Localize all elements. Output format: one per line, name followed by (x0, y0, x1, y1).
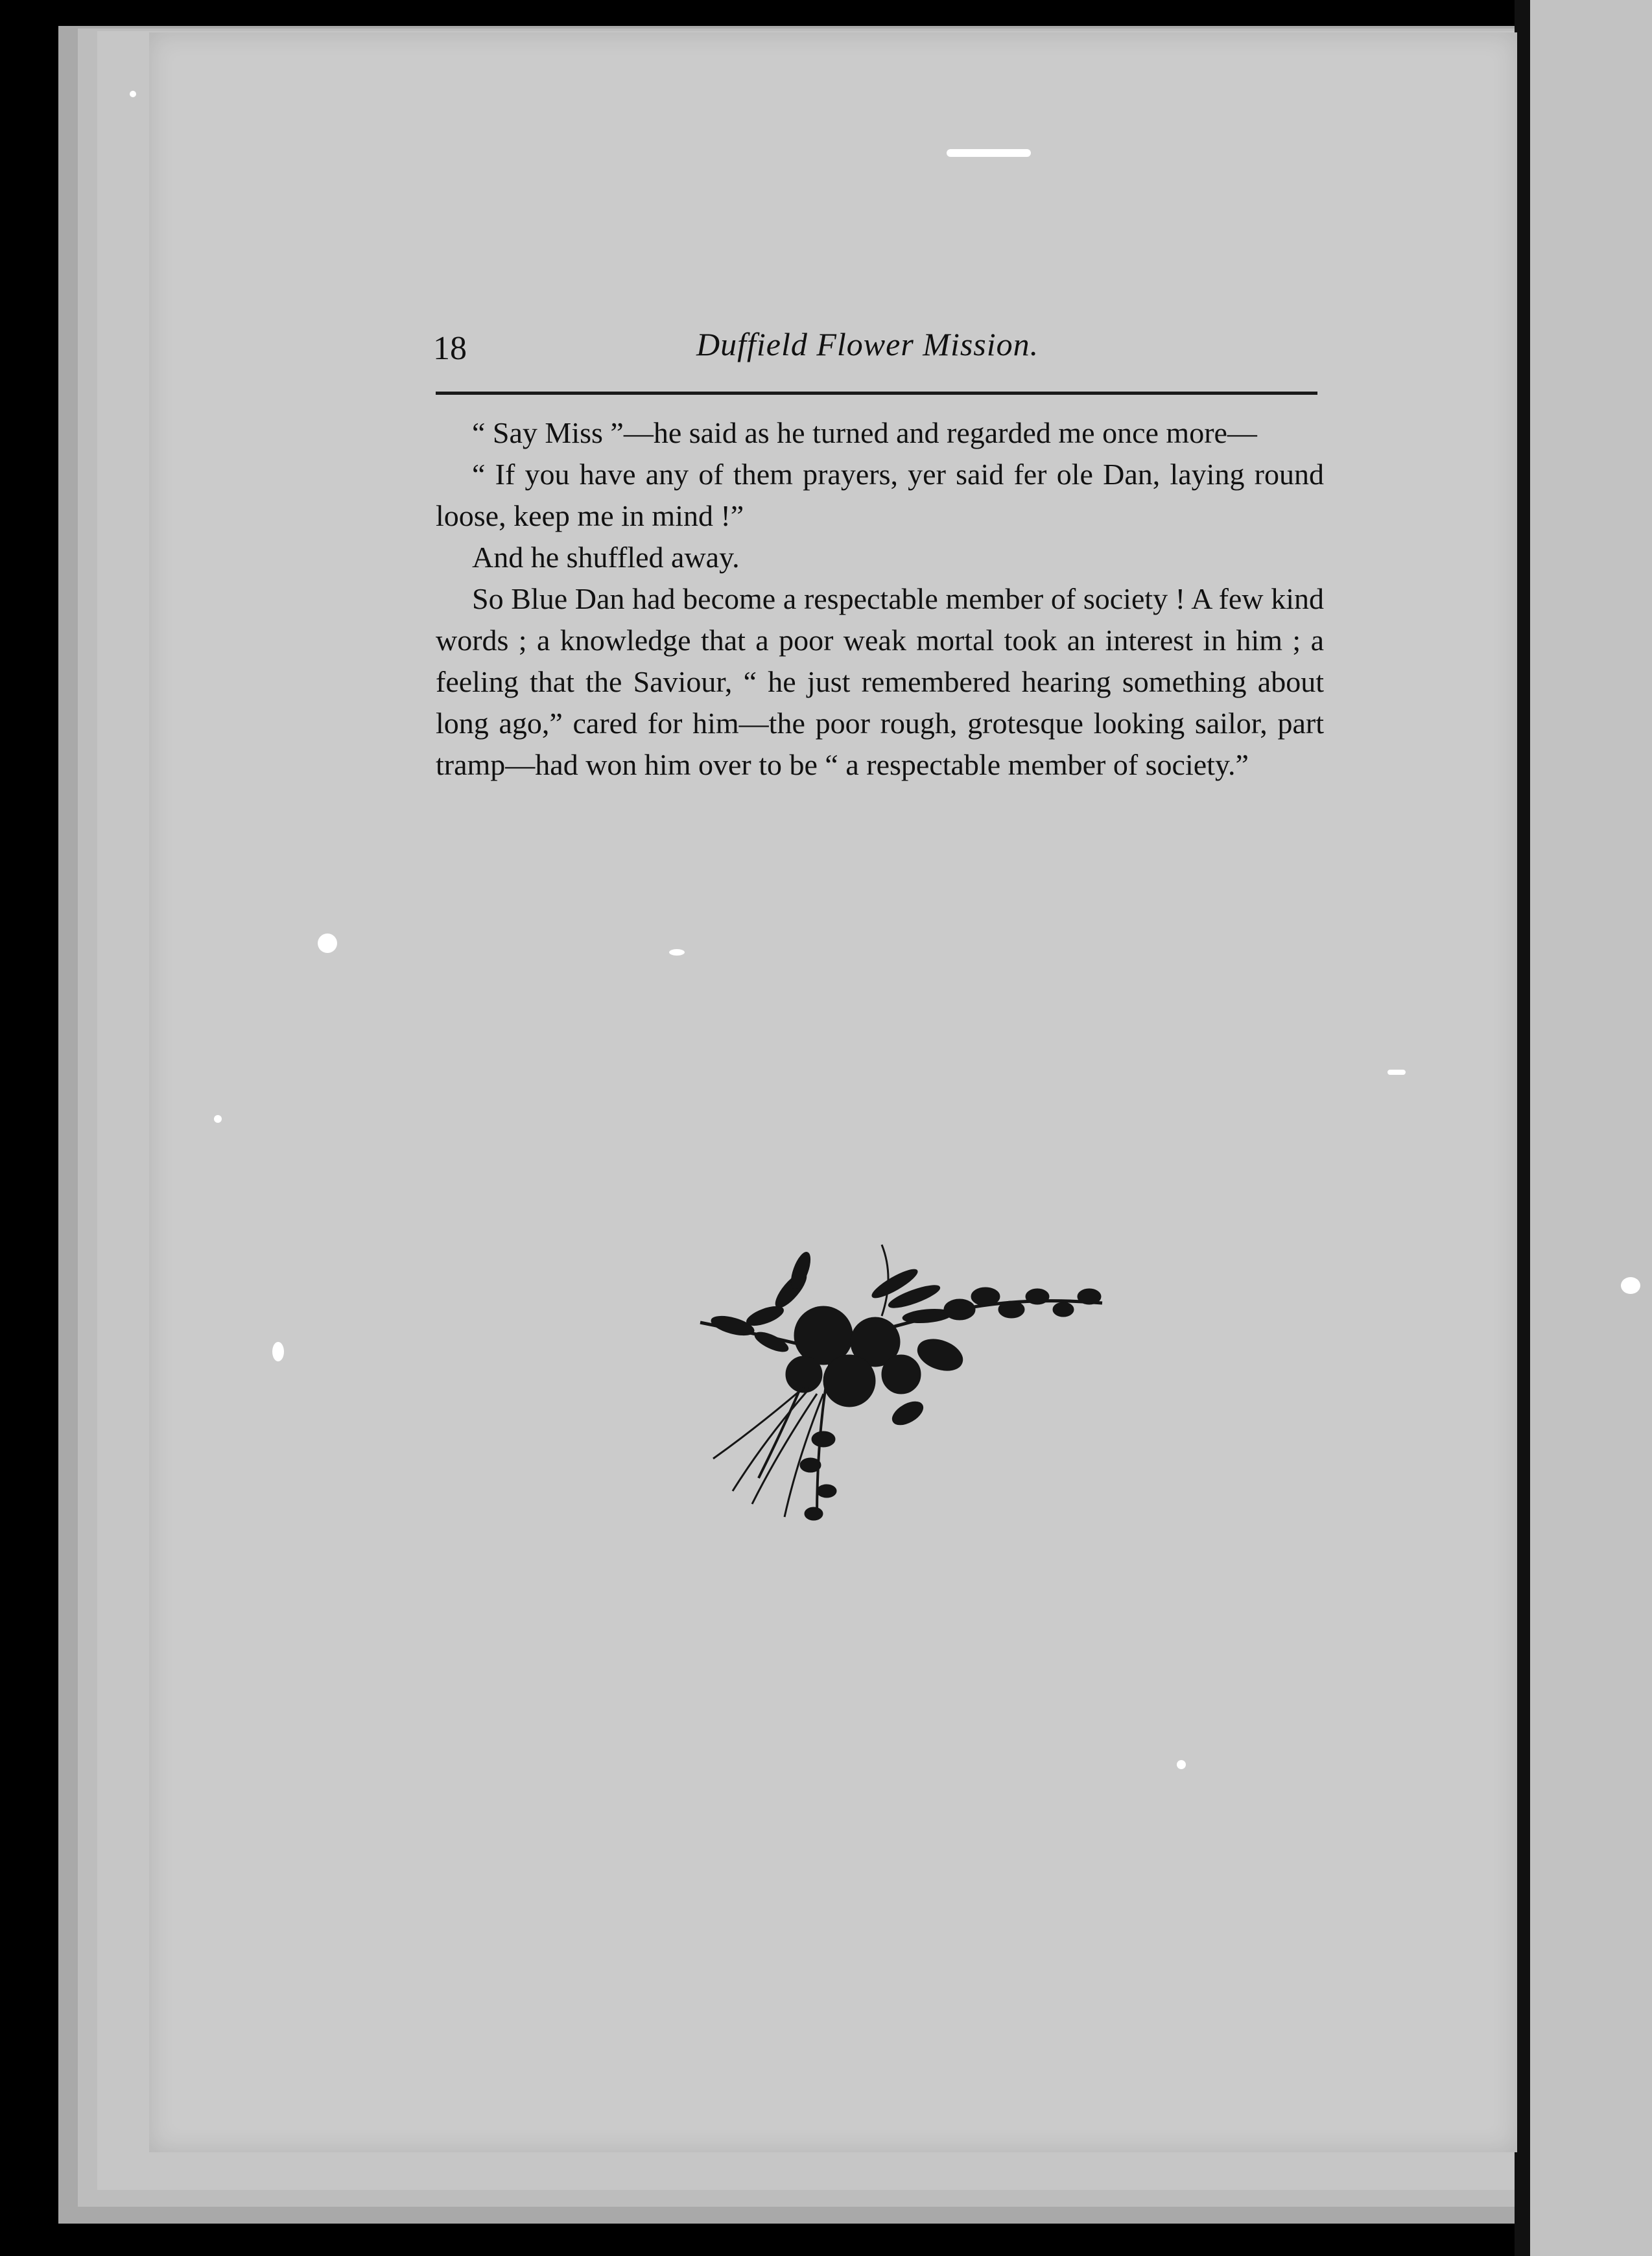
dust-speck (318, 934, 337, 953)
facing-page-edge (1529, 0, 1652, 2256)
header-rule (436, 392, 1317, 395)
paragraph: “ If you have any of them prayers, yer said fer ole Dan, laying round loose, keep me in mind !” (436, 458, 1324, 532)
dust-speck (130, 91, 136, 97)
body-text (436, 412, 1324, 786)
paragraph: “ Say Miss ”—he said as he turned and regarded me once more— (472, 416, 1257, 449)
dust-speck (1387, 1070, 1406, 1075)
dust-speck (669, 949, 685, 956)
dust-speck (272, 1342, 284, 1361)
running-header (433, 324, 1321, 376)
dust-speck (1621, 1277, 1640, 1294)
dust-speck (1177, 1760, 1186, 1769)
page-number: 18 (433, 330, 467, 367)
dust-speck (214, 1115, 222, 1123)
dust-speck (947, 149, 1031, 157)
floral-bouquet-icon (687, 1219, 1115, 1530)
paragraph: And he shuffled away. (472, 541, 740, 574)
running-title: Duffield Flower Mission. (696, 326, 1039, 362)
paragraph: So Blue Dan had become a respectable member of society ! A few kind words ; a knowledge that a poor weak mortal took an interest in him ; a feeling that the Saviour, “ he just remembered hearing something about long ago,” cared for him—the poor rough, grotesque looking sailor, part tramp—had won him over to be “ a respectable member of society.” (436, 582, 1324, 781)
